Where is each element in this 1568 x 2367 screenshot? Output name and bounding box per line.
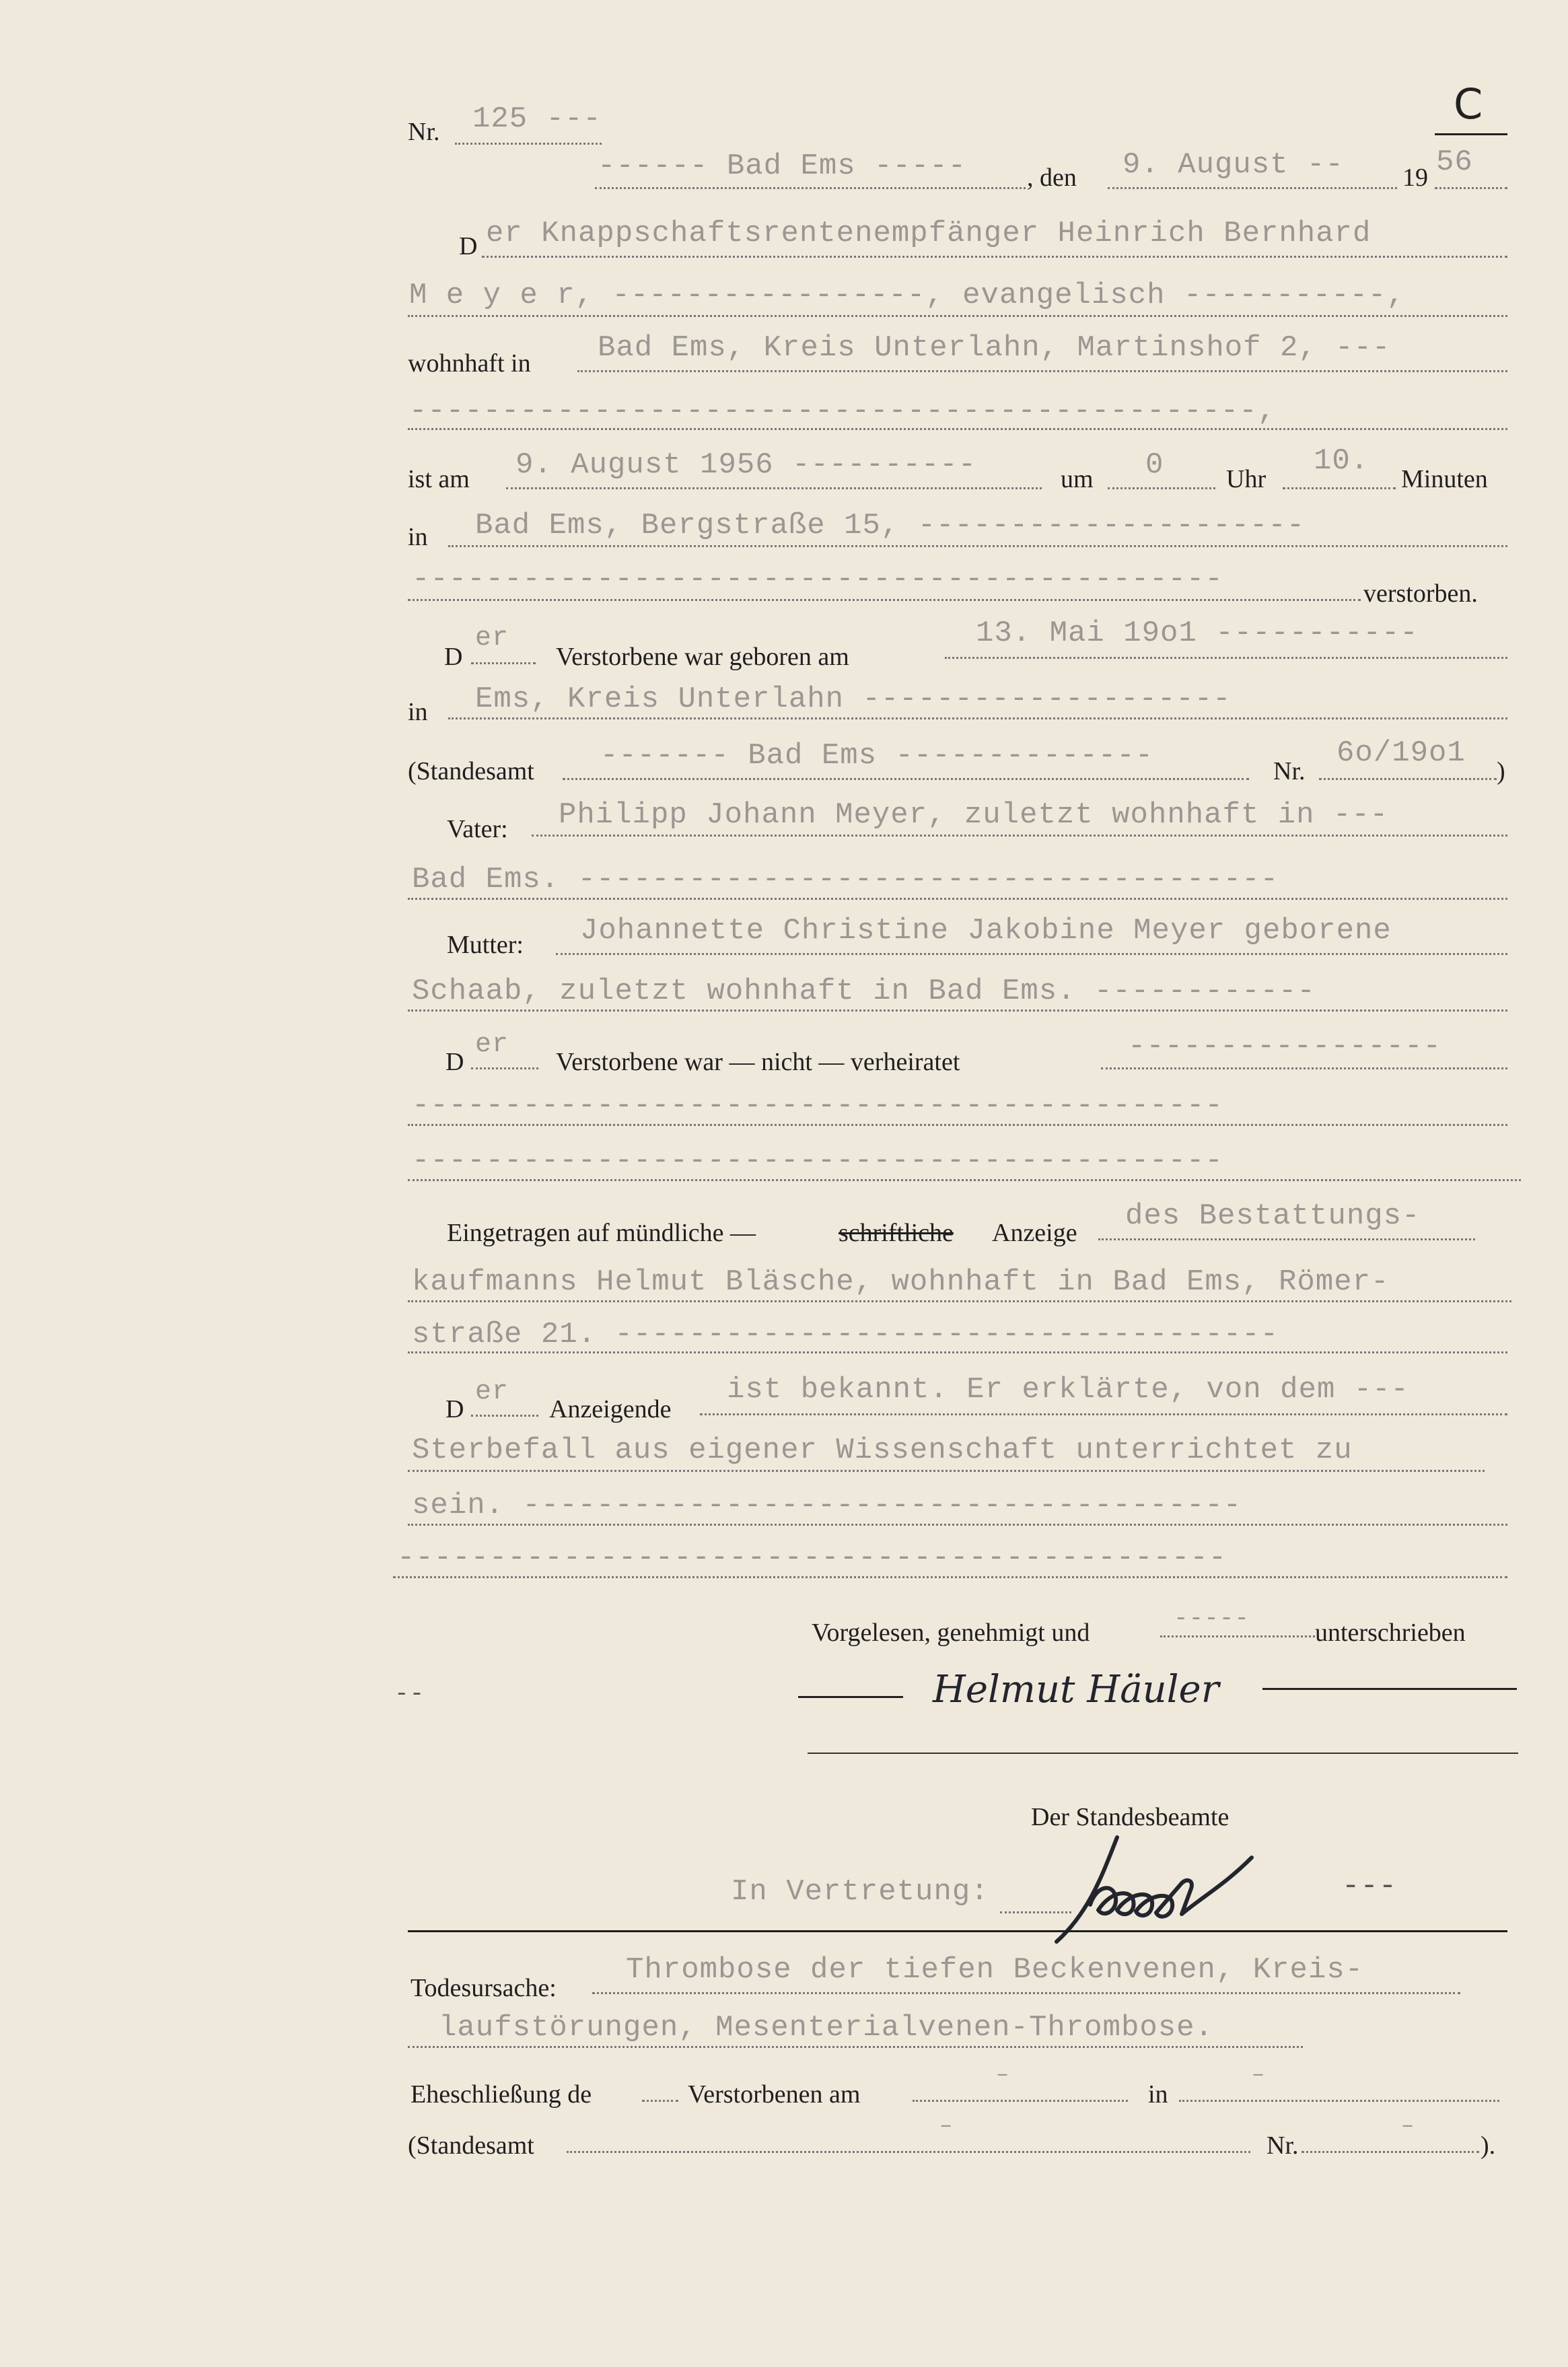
marriage-in-label: in xyxy=(1148,2080,1168,2109)
father-line2: Bad Ems. -------------------------------------- xyxy=(412,863,1279,896)
left-dash: -- xyxy=(394,1680,425,1707)
deceased-name-line2: M e y e r, -----------------, evangelisch -----------, xyxy=(409,279,1405,312)
d-letter: D xyxy=(459,232,478,260)
birth-standesamt-label: (Standesamt xyxy=(408,757,534,785)
official-dash: --- xyxy=(1342,1870,1398,1903)
marital-line2: -------------------------------------------- xyxy=(412,1089,1223,1123)
nr-label: Nr. xyxy=(408,118,440,146)
marital-line3: -------------------------------------------- xyxy=(412,1144,1223,1178)
year-prefix: 19 xyxy=(1402,164,1428,192)
year-suffix: 56 xyxy=(1436,145,1473,179)
marital-d-letter: D xyxy=(446,1048,464,1076)
informant-line4: --------------------------------------------- xyxy=(397,1541,1227,1575)
informant-d-letter: D xyxy=(446,1395,464,1423)
birth-d-suffix: er xyxy=(475,623,509,653)
marriage-close: ). xyxy=(1481,2131,1496,2160)
birth-record-number: 6o/19o1 xyxy=(1337,736,1466,770)
den-label: , den xyxy=(1027,164,1077,192)
father-line1: Philipp Johann Meyer, zuletzt wohnhaft in --- xyxy=(559,798,1389,832)
informant-line1: ist bekannt. Er erklärte, von dem --- xyxy=(727,1373,1409,1407)
death-place-line1: Bad Ems, Bergstraße 15, --------------------- xyxy=(475,509,1306,542)
minuten-label: Minuten xyxy=(1401,465,1488,493)
marriage-place: – xyxy=(1252,2062,1266,2087)
verstorben-label: verstorben. xyxy=(1363,579,1478,608)
official-label: Der Standesbeamte xyxy=(1031,1803,1230,1831)
registration-label-struck: schriftliche xyxy=(839,1219,954,1247)
corner-letter: C xyxy=(1454,79,1483,129)
vorgelesen-blank: ----- xyxy=(1174,1604,1250,1632)
birth-close-paren: ) xyxy=(1497,757,1505,785)
record-number: 125 --- xyxy=(472,102,602,136)
marriage-date: – xyxy=(996,2062,1010,2087)
married-label: Verstorbene war — nicht — verheiratet xyxy=(556,1048,960,1076)
registration-line3: straße 21. ------------------------------------ xyxy=(412,1318,1279,1351)
death-minutes: 10. xyxy=(1314,444,1369,478)
birth-place: Ems, Kreis Unterlahn -------------------- xyxy=(475,682,1232,716)
vorgelesen-label: Vorgelesen, genehmigt und xyxy=(812,1619,1090,1647)
um-label: um xyxy=(1061,465,1094,493)
marriage-standesamt-label: (Standesamt xyxy=(408,2131,534,2160)
informant-line2: Sterbefall aus eigener Wissenschaft unterrichtet zu xyxy=(412,1434,1353,1467)
official-signature-icon xyxy=(1050,1831,1332,1952)
registration-label-b: Anzeige xyxy=(992,1219,1077,1247)
unterschrieben-label: unterschrieben xyxy=(1315,1619,1466,1647)
cause-line2: laufstörungen, Mesenterialvenen-Thrombose. xyxy=(439,2011,1213,2045)
death-hour: 0 xyxy=(1145,448,1164,482)
registry-date: 9. August -- xyxy=(1122,148,1344,182)
marital-status: ----------------- xyxy=(1128,1030,1441,1063)
vater-label: Vater: xyxy=(447,815,508,843)
cause-line1: Thrombose der tiefen Beckenvenen, Kreis- xyxy=(626,1953,1364,1987)
born-label: Verstorbene war geboren am xyxy=(556,643,849,671)
informant-line3: sein. --------------------------------------- xyxy=(412,1489,1242,1522)
birth-date: 13. Mai 19o1 ----------- xyxy=(976,616,1419,650)
death-place-line2: -------------------------------------------- xyxy=(412,563,1223,596)
in-label: in xyxy=(408,523,428,551)
deceased-name-line1: er Knappschaftsrentenempfänger Heinrich Bernhard xyxy=(486,217,1371,250)
birth-in-label: in xyxy=(408,698,428,726)
mother-line2: Schaab, zuletzt wohnhaft in Bad Ems. ------------ xyxy=(412,975,1316,1008)
address-line2: ----------------------------------------------, xyxy=(409,394,1277,428)
registration-line1: des Bestattungs- xyxy=(1125,1199,1421,1233)
informant-d-suffix: er xyxy=(475,1377,509,1407)
marriage-record-number: – xyxy=(1401,2113,1415,2138)
marriage-label2: Verstorbenen am xyxy=(688,2080,861,2109)
registry-place: ------ Bad Ems ----- xyxy=(598,149,967,183)
address-line1: Bad Ems, Kreis Unterlahn, Martinshof 2, --- xyxy=(598,331,1391,365)
cause-label: Todesursache: xyxy=(411,1974,557,2002)
birth-nr-label: Nr. xyxy=(1273,757,1306,785)
vertretung-text: In Vertretung: xyxy=(731,1875,989,1909)
informant-signature: Helmut Häuler xyxy=(933,1668,1219,1711)
wohnhaft-label: wohnhaft in xyxy=(408,349,531,378)
birth-registry: ------- Bad Ems -------------- xyxy=(600,739,1154,773)
ist-am-label: ist am xyxy=(408,465,470,493)
informant-label: Anzeigende xyxy=(549,1395,672,1423)
marriage-registry: – xyxy=(939,2113,954,2138)
uhr-label: Uhr xyxy=(1226,465,1267,493)
marriage-label: Eheschließung de xyxy=(411,2080,592,2109)
birth-d-letter: D xyxy=(444,643,463,671)
marriage-nr-label: Nr. xyxy=(1267,2131,1299,2160)
registration-label-a: Eingetragen auf mündliche — xyxy=(447,1219,756,1247)
marital-d-suffix: er xyxy=(475,1030,509,1060)
death-date: 9. August 1956 ---------- xyxy=(515,448,977,482)
registration-line2: kaufmanns Helmut Bläsche, wohnhaft in Bad Ems, Römer- xyxy=(412,1265,1390,1299)
mother-line1: Johannette Christine Jakobine Meyer geborene xyxy=(580,914,1392,948)
mutter-label: Mutter: xyxy=(447,931,524,959)
